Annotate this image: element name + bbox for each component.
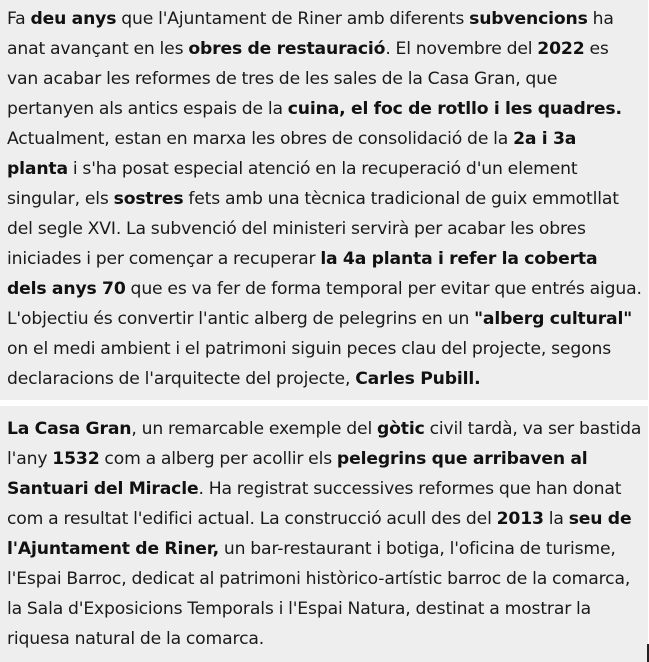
text-run: la <box>543 509 569 529</box>
bold-text-run: sostres <box>113 189 184 209</box>
text-run: es van acabar les reformes de tres de les sales de la Casa Gran, que pertanyen als antics espais de la <box>7 39 609 119</box>
text-run: on el medi ambient i el patrimoni siguin peces clau del projecte, segons declaracions de l'arquitecte del projecte, <box>7 339 612 389</box>
text-run: un bar-restaurant i botiga, l'oficina de turisme, l'Espai Barroc, dedicat al patrimoni històrico-artístic barroc de la comarca, la Sala d'Exposicions Temporals i l'Espai Natura, destinat a mostrar la riquesa natural de la comarca. <box>7 539 631 649</box>
text-run: Actualment, estan en marxa les obres de consolidació de la <box>7 129 514 149</box>
text-run: que l'Ajuntament de Riner amb diferents <box>116 9 470 29</box>
article-block-casa-gran <box>0 406 648 662</box>
bold-text-run: deu anys <box>30 9 117 29</box>
text-run: que es va fer de forma temporal per evitar que entrés aigua. L'objectiu és convertir l'antic alberg de pelegrins en un <box>7 279 642 329</box>
bold-text-run: 2013 <box>496 509 544 529</box>
text-run: . El novembre del <box>385 39 538 59</box>
text-run: . Ha registrat successives reformes que han donat com a resultat l'edifici actual. La construcció acull des del <box>7 479 622 529</box>
bold-text-run: 2022 <box>537 39 585 59</box>
bold-text-run: obres de restauració <box>188 39 386 59</box>
bold-text-run: pelegrins que arribaven al Santuari del Miracle <box>7 449 588 499</box>
bold-text-run: 1532 <box>52 449 100 469</box>
paragraph-restoration <box>7 4 642 394</box>
text-run: i s'ha posat especial atenció en la recuperació d'un element singular, els <box>7 159 578 209</box>
text-run: , un remarcable exemple del <box>131 419 377 439</box>
bold-text-run: Carles Pubill. <box>355 369 481 389</box>
bold-text-run: subvencions <box>469 9 588 29</box>
text-run: Fa <box>7 9 31 29</box>
bold-text-run: 2a i 3a planta <box>7 129 577 179</box>
text-run: ha anat avançant en les <box>7 9 614 59</box>
text-run: com a alberg per acollir els <box>99 449 337 469</box>
bold-text-run: La Casa Gran <box>7 419 132 439</box>
bold-text-run: seu de l'Ajuntament de Riner, <box>7 509 632 559</box>
text-run: fets amb una tècnica tradicional de guix emmotllat del segle XVI. La subvenció del ministeri servirà per acabar les obres iniciades i per començar a recuperar <box>7 189 619 269</box>
paragraph-casa-gran <box>7 414 642 654</box>
text-run: civil tardà, va ser bastida l'any <box>7 419 642 469</box>
bold-text-run: cuina, el foc de rotllo i les quadres. <box>287 99 622 119</box>
bold-text-run: la 4a planta i refer la coberta dels anys 70 <box>7 249 598 299</box>
bold-text-run: gòtic <box>376 419 425 439</box>
bold-text-run: "alberg cultural" <box>474 309 633 329</box>
